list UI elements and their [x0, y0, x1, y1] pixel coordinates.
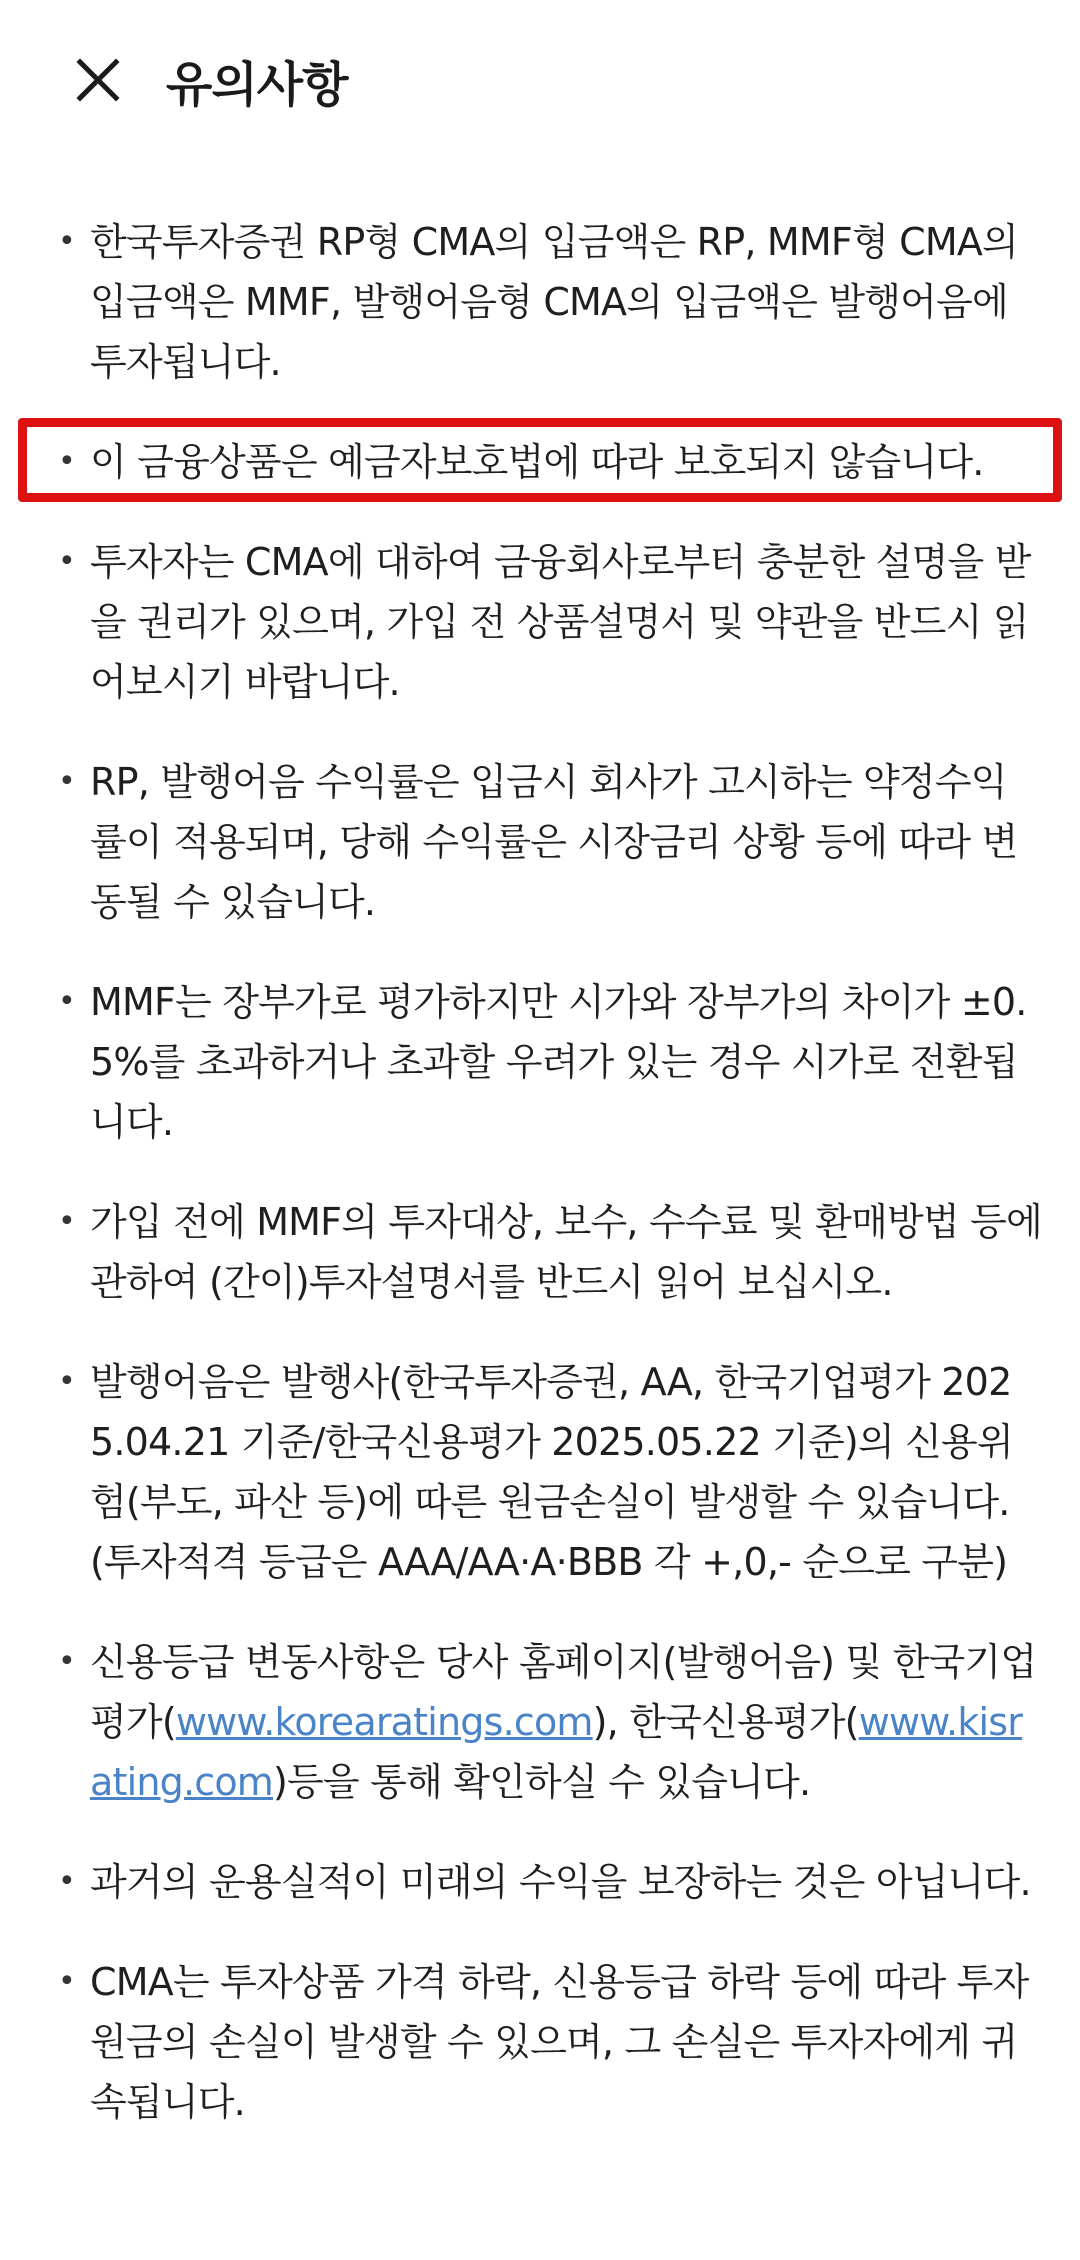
bullet-icon: • [58, 444, 75, 479]
close-icon [76, 58, 120, 102]
bullet-icon: • [58, 1964, 75, 1999]
notice-text-before: 신용등급 변동사항은 당사 홈페이지(발행어음) 및 한국기업평가( [90, 1640, 1037, 1744]
page-title: 유의사항 [166, 56, 348, 113]
notice-text: 가입 전에 MMF의 투자대상, 보수, 수수료 및 환매방법 등에 관하여 (간이)투자설명서를 반드시 읽어 보십시오. [90, 1200, 1042, 1304]
notice-item-credit-risk [0, 1344, 1080, 1592]
bullet-icon: • [58, 764, 75, 799]
notice-text-after: )등을 통해 확인하실 수 있습니다. [273, 1760, 811, 1804]
notice-text: 이 금융상품은 예금자보호법에 따라 보호되지 않습니다. [90, 440, 984, 484]
notice-list [0, 160, 1080, 2132]
notice-text: RP, 발행어음 수익률은 입금시 회사가 고시하는 약정수익률이 적용되며, 당해 수익률은 시장금리 상황 등에 따라 변동될 수 있습니다. [90, 760, 1018, 924]
notice-item-right-to-explanation [0, 524, 1080, 712]
bullet-icon: • [58, 984, 75, 1019]
notice-text: 발행어음은 발행사(한국투자증권, AA, 한국기업평가 2025.04.21 기준/한국신용평가 2025.05.22 기준)의 신용위험(부도, 파산 등)에 따른 원금손실이 발생할 수 있습니다. (투자적격 등급은 AAA/AA·A·BBB 각 +,0,- 순으로 구분) [90, 1360, 1013, 1584]
notice-text: MMF는 장부가로 평가하지만 시가와 장부가의 차이가 ±0.5%를 초과하거나 초과할 우려가 있는 경우 시가로 전환됩니다. [90, 980, 1027, 1144]
notice-item-not-depositor-protected [0, 424, 1080, 492]
notice-item-yield-rate [0, 744, 1080, 932]
notice-text [90, 1640, 1036, 1804]
korearatings-link[interactable]: www.korearatings.com [175, 1700, 593, 1744]
bullet-icon: • [58, 544, 75, 579]
bullet-icon: • [58, 1864, 75, 1899]
bullet-icon: • [58, 1204, 75, 1239]
notice-item-past-performance [0, 1844, 1080, 1912]
kisrating-link[interactable]: www.kisrating.com [90, 1700, 1023, 1804]
notice-text: CMA는 투자상품 가격 하락, 신용등급 하락 등에 따라 투자원금의 손실이 발생할 수 있으며, 그 손실은 투자자에게 귀속됩니다. [90, 1960, 1029, 2124]
notice-text-middle: ), 한국신용평가( [592, 1700, 859, 1744]
bullet-icon: • [58, 224, 75, 259]
close-button[interactable] [68, 50, 128, 110]
header [0, 0, 1080, 160]
notice-item-mmf-valuation [0, 964, 1080, 1152]
bullet-icon: • [58, 1644, 75, 1679]
notice-text: 과거의 운용실적이 미래의 수익을 보장하는 것은 아닙니다. [90, 1860, 1031, 1904]
notice-item-principal-loss [0, 1944, 1080, 2132]
notice-item-prospectus [0, 1184, 1080, 1312]
notice-item-credit-rating-links [0, 1624, 1080, 1812]
notice-item-investment-target [0, 204, 1080, 392]
bullet-icon: • [58, 1364, 75, 1399]
notice-text: 투자자는 CMA에 대하여 금융회사로부터 충분한 설명을 받을 권리가 있으며, 가입 전 상품설명서 및 약관을 반드시 읽어보시기 바랍니다. [90, 540, 1031, 704]
notice-text: 한국투자증권 RP형 CMA의 입금액은 RP, MMF형 CMA의 입금액은 MMF, 발행어음형 CMA의 입금액은 발행어음에 투자됩니다. [90, 220, 1018, 384]
